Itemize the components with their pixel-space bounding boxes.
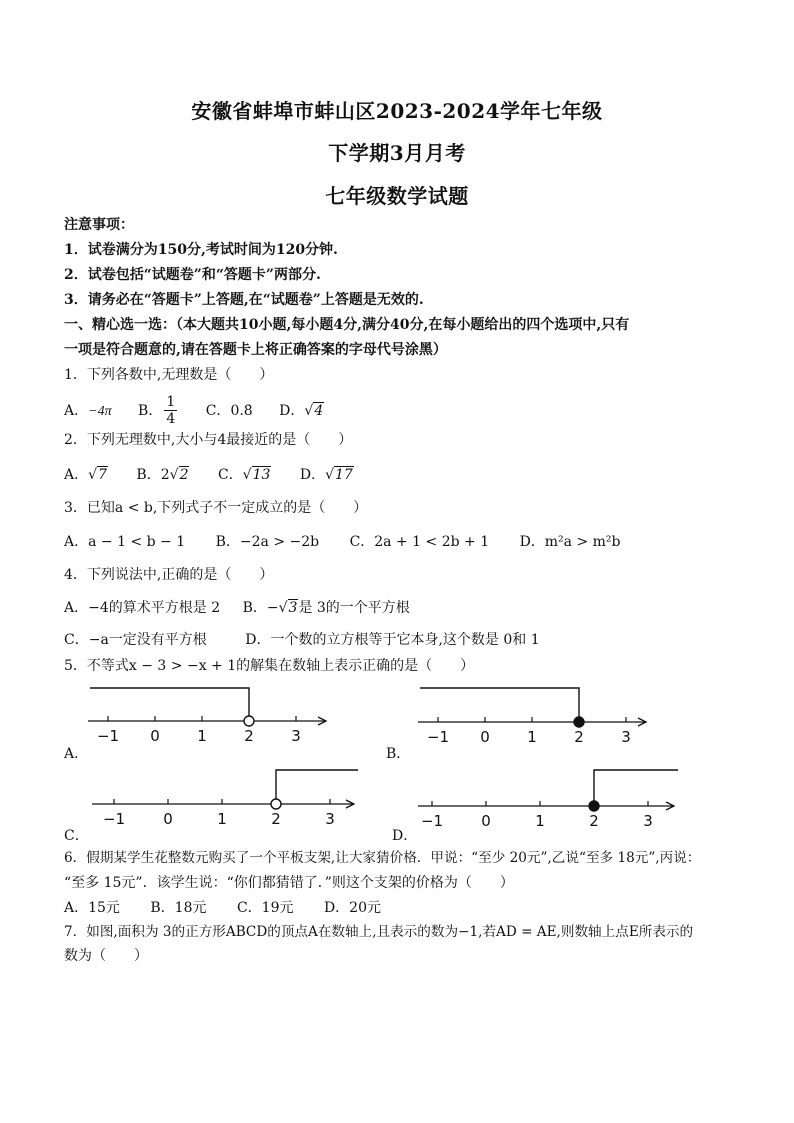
q1-d-label: D． bbox=[279, 402, 305, 419]
q6-line-2: “至多 15元”．该学生说：“你们都猜错了．”则这个支架的价格为（ ） bbox=[64, 875, 514, 891]
q4-row-2 bbox=[64, 630, 540, 650]
tick-label: 0 bbox=[150, 727, 160, 745]
q1-option-a bbox=[64, 403, 112, 419]
q3-option-a: A．a − 1 < b − 1 bbox=[64, 534, 186, 550]
q4-b-suffix: 是 3的一个平方根 bbox=[298, 600, 410, 616]
section1-heading: 一、精心选一选：（本大题共10小题,每小题4分,满分40分,在每小题给出的四个选项中,只有 bbox=[64, 317, 630, 333]
title-line-1: 安徽省蚌埠市蚌山区2023-2024学年七年级 bbox=[191, 99, 603, 123]
q1-b-numerator: 1 bbox=[166, 394, 176, 410]
q2-a-sqrt: √7 bbox=[88, 467, 107, 483]
q3-options bbox=[64, 532, 647, 552]
q4-b-prefix: B．− bbox=[242, 600, 279, 616]
solution-ray bbox=[276, 770, 358, 804]
tick-label: 2 bbox=[271, 810, 281, 828]
section1-heading-cont: 一项是符合题意的,请在答题卡上将正确答案的字母代号涂黑） bbox=[64, 342, 447, 358]
q2-a-radicand: 7 bbox=[98, 467, 107, 483]
q4-option-a: A．−4的算术平方根是 2 bbox=[64, 600, 221, 616]
tick-label: 2 bbox=[244, 727, 254, 745]
q1-b-fraction bbox=[164, 394, 177, 427]
q6-option-a: A．15元 bbox=[64, 900, 120, 916]
q2-options bbox=[64, 465, 354, 485]
tick-label: −1 bbox=[96, 727, 120, 745]
filled-point bbox=[574, 717, 584, 727]
q1-a-label: A． bbox=[64, 402, 89, 419]
tick-label: 0 bbox=[481, 812, 491, 830]
q2-d-radicand: 17 bbox=[335, 467, 353, 483]
q4-option-c: C．−a一定没有平方根 bbox=[64, 632, 207, 648]
tick-label: 1 bbox=[535, 812, 545, 830]
q2-c-radicand: 13 bbox=[252, 467, 271, 483]
q2-d-sqrt: √17 bbox=[325, 467, 353, 483]
q5-number-line-d bbox=[418, 766, 680, 838]
tick-label: 0 bbox=[163, 810, 173, 828]
q1-b-denominator: 4 bbox=[166, 411, 176, 427]
q1-c-label: C． bbox=[205, 402, 231, 419]
q1-a-value: −4π bbox=[88, 403, 112, 419]
q5-label-a: A． bbox=[64, 746, 89, 762]
q5-number-line-b bbox=[418, 684, 653, 754]
q4-b-sqrt: √3 bbox=[278, 600, 298, 616]
q2-option-c bbox=[218, 467, 271, 483]
filled-point bbox=[589, 801, 599, 811]
tick-label: −1 bbox=[102, 810, 126, 828]
notice-item-1: 1．试卷满分为150分,考试时间为120分钟. bbox=[64, 242, 338, 258]
tick-label: 1 bbox=[527, 728, 537, 746]
tick-label: 0 bbox=[480, 728, 490, 746]
notice-item-2: 2．试卷包括“试题卷”和“答题卡”两部分. bbox=[64, 267, 321, 283]
tick-label: −1 bbox=[426, 728, 450, 746]
q5-number-line-c bbox=[92, 766, 360, 838]
open-point bbox=[271, 799, 281, 809]
q4-stem: 4．下列说法中,正确的是（ ） bbox=[64, 567, 274, 583]
q3-option-c: C．2a + 1 < 2b + 1 bbox=[349, 534, 490, 550]
q5-stem: 5．不等式x − 3 > −x + 1的解集在数轴上表示正确的是（ ） bbox=[64, 658, 475, 674]
q1-c-value: 0.8̇ bbox=[230, 402, 253, 419]
solution-ray bbox=[420, 688, 579, 722]
q6-option-b: B．18元 bbox=[150, 900, 207, 916]
q1-d-radicand: 4 bbox=[314, 402, 324, 419]
tick-label: 3 bbox=[291, 727, 301, 745]
q4-b-radicand: 3 bbox=[288, 600, 298, 616]
q3-option-b: B．−2a > −2b bbox=[215, 534, 320, 550]
q2-b-sqrt: √2 bbox=[169, 467, 189, 483]
q2-b-radicand: 2 bbox=[179, 467, 189, 483]
q6-option-c: C．19元 bbox=[236, 900, 294, 916]
q7-line-1: 7．如图,面积为 3的正方形ABCD的顶点A在数轴上,且表示的数为−1,若AD = AE,则数轴上点E所表示的 bbox=[64, 924, 694, 940]
tick-label: 1 bbox=[217, 810, 227, 828]
title-line-2: 下学期3月月考 bbox=[328, 141, 466, 165]
q5-label-b: B． bbox=[386, 746, 411, 762]
q2-b-label: B． bbox=[136, 467, 161, 483]
q4-row-1 bbox=[64, 598, 410, 618]
q7-line-2: 数为（ ） bbox=[64, 948, 148, 964]
q2-a-label: A． bbox=[64, 467, 89, 483]
tick-label: 2 bbox=[589, 812, 599, 830]
title-line-3: 七年级数学试题 bbox=[325, 184, 469, 208]
solution-ray bbox=[90, 688, 249, 721]
q1-stem: 1．下列各数中,无理数是（ ） bbox=[64, 367, 274, 383]
q1-b-label: B． bbox=[138, 402, 163, 419]
q6-option-d: D．20元 bbox=[323, 900, 381, 916]
q5-label-c: C． bbox=[64, 828, 89, 844]
q2-c-sqrt: √13 bbox=[242, 467, 271, 483]
q1-option-b bbox=[138, 394, 179, 427]
notice-heading: 注意事项： bbox=[64, 217, 134, 233]
q6-options bbox=[64, 898, 407, 918]
solution-ray bbox=[594, 770, 678, 806]
tick-label: 3 bbox=[621, 728, 631, 746]
q5-label-d: D． bbox=[392, 828, 418, 844]
open-point bbox=[244, 716, 254, 726]
q1-option-d bbox=[279, 403, 324, 419]
q4-option-b bbox=[243, 600, 410, 616]
q3-stem: 3．已知a < b,下列式子不一定成立的是（ ） bbox=[64, 500, 368, 516]
q6-line-1: 6．假期某学生花整数元购买了一个平板支架,让大家猜价格．甲说：“至少 20元”,乙说“至多 18元”,丙说： bbox=[64, 850, 701, 866]
q2-d-label: D． bbox=[299, 467, 326, 483]
q1-option-c bbox=[206, 403, 253, 419]
q3-option-d: D．m²a > m²b bbox=[519, 534, 621, 550]
q2-b-coef: 2 bbox=[160, 467, 170, 483]
q2-c-label: C． bbox=[217, 467, 243, 483]
q2-option-d bbox=[300, 467, 354, 483]
tick-label: 1 bbox=[197, 727, 207, 745]
q5-number-line-a bbox=[88, 684, 333, 754]
q2-option-a bbox=[64, 467, 108, 483]
tick-label: 3 bbox=[643, 812, 653, 830]
q2-stem: 2．下列无理数中,大小与4最接近的是（ ） bbox=[64, 432, 353, 448]
tick-label: 2 bbox=[574, 728, 584, 746]
tick-label: 3 bbox=[325, 810, 335, 828]
q1-options bbox=[64, 394, 324, 427]
q1-d-sqrt: √4 bbox=[304, 402, 324, 419]
q2-option-b bbox=[136, 467, 189, 483]
tick-label: −1 bbox=[420, 812, 444, 830]
q4-option-d: D．一个数的立方根等于它本身,这个数是 0和 1 bbox=[245, 632, 540, 648]
notice-item-3: 3．请务必在“答题卡”上答题,在“试题卷”上答题是无效的. bbox=[64, 292, 424, 308]
